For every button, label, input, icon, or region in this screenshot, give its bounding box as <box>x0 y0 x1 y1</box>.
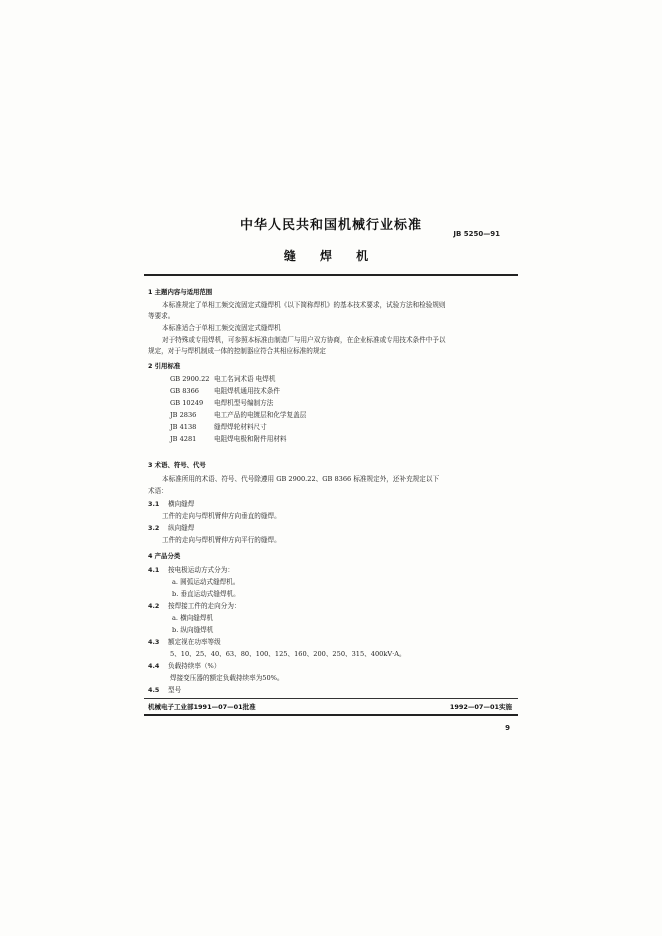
reference-title: 电阻焊机通用技术条件 <box>214 387 280 395</box>
section-1-paragraph-1a: 本标准规定了单相工频交流固定式缝焊机《以下简称焊机》的基本技术要求，试验方法和检验规则 <box>162 301 446 309</box>
approval-date: 机械电子工业部1991—07—01批准 <box>148 703 256 711</box>
reference-item <box>170 387 280 396</box>
reference-item <box>170 411 306 420</box>
clause-4-1-b: b. 垂直运动式缝焊机。 <box>172 590 240 598</box>
footer-divider <box>144 698 518 699</box>
clause-number: 4.3 <box>148 638 160 646</box>
section-2-heading: 2 引用标准 <box>148 362 181 370</box>
reference-title: 电阻焊电极和附件用材料 <box>214 435 287 443</box>
document-title: 缝 焊 机 <box>283 249 379 263</box>
clause-number: 4.5 <box>148 686 160 694</box>
reference-item <box>170 435 287 444</box>
clause-text: 型号 <box>168 686 182 694</box>
organization-standard-title: 中华人民共和国机械行业标准 <box>239 218 422 233</box>
header-divider <box>144 274 518 276</box>
clause-4-5 <box>148 686 181 695</box>
power-rating-values: 5、10、25、40、63、80、100、125、160、200、250、315、400kV·A。 <box>170 650 406 658</box>
reference-title: 缝焊焊轮材料尺寸 <box>214 423 267 431</box>
clause-number: 4.1 <box>148 566 160 574</box>
reference-item <box>170 375 275 384</box>
clause-text: 额定视在功率等级 <box>168 638 221 646</box>
term-name: 横向缝焊 <box>168 500 195 508</box>
section-1-paragraph-2: 本标准适合于单相工频交流固定式缝焊机 <box>162 324 281 332</box>
clause-4-1 <box>148 566 234 575</box>
section-3-paragraph-1b: 术语： <box>148 487 168 495</box>
clause-4-1-a: a. 圆弧运动式缝焊机。 <box>172 578 240 586</box>
term-number: 3.1 <box>148 500 160 508</box>
term-definition: 工件的走向与焊机臂伸方向垂直的缝焊。 <box>162 512 281 520</box>
clause-text: 按电极运动方式分为： <box>168 566 234 574</box>
footer-bottom-rule <box>144 714 518 716</box>
section-1-paragraph-3b: 规定，对于与焊机制成一体的控制器应符合其相应标准的规定 <box>148 347 327 355</box>
section-3-heading: 3 术语、符号、代号 <box>148 461 206 469</box>
clause-number: 4.2 <box>148 602 160 610</box>
reference-code: GB 8366 <box>170 387 199 395</box>
clause-4-2-a: a. 横向缝焊机 <box>172 614 214 622</box>
reference-code: JB 2836 <box>170 411 197 419</box>
term-item <box>148 500 194 509</box>
implementation-date: 1992—07—01实施 <box>449 703 512 711</box>
reference-code: GB 2900.22 <box>170 375 210 383</box>
reference-code: JB 4138 <box>170 423 197 431</box>
section-1-heading: 1 主题内容与适用范围 <box>148 288 213 296</box>
page-number: 9 <box>505 724 510 732</box>
standard-code: JB 5250—91 <box>453 230 500 238</box>
clause-4-2-b: b. 纵向缝焊机 <box>172 626 214 634</box>
section-4-heading: 4 产品分类 <box>148 552 181 560</box>
clause-4-2 <box>148 602 241 611</box>
section-1-paragraph-1b: 等要求。 <box>148 312 175 320</box>
reference-code: JB 4281 <box>170 435 197 443</box>
section-1-paragraph-3a: 对于特殊或专用焊机，可参照本标准由制造厂与用户双方协商，在企业标准或专用技术条件中予以 <box>162 336 446 344</box>
reference-title: 电工产品的电镀层和化学复盖层 <box>214 411 307 419</box>
term-number: 3.2 <box>148 524 160 532</box>
reference-title: 电工名词术语 电焊机 <box>214 375 276 383</box>
term-item <box>148 524 194 533</box>
clause-4-3 <box>148 638 221 647</box>
clause-number: 4.4 <box>148 662 160 670</box>
section-3-paragraph-1a: 本标准所用的术语、符号、代号除遵用 GB 2900.22、GB 8366 标准规定外，还补充规定以下 <box>162 475 440 483</box>
reference-title: 电焊机型号编制方法 <box>214 399 274 407</box>
term-definition: 工件的走向与焊机臂伸方向平行的缝焊。 <box>162 536 281 544</box>
duty-cycle-detail: 焊接变压器的额定负载持续率为50%。 <box>170 674 284 682</box>
reference-code: GB 10249 <box>170 399 204 407</box>
reference-item <box>170 423 267 432</box>
clause-text: 按焊接工件的走向分为： <box>168 602 241 610</box>
reference-item <box>170 399 273 408</box>
clause-text: 负载持续率（%） <box>168 662 221 670</box>
term-name: 纵向缝焊 <box>168 524 195 532</box>
clause-4-4 <box>148 662 220 671</box>
